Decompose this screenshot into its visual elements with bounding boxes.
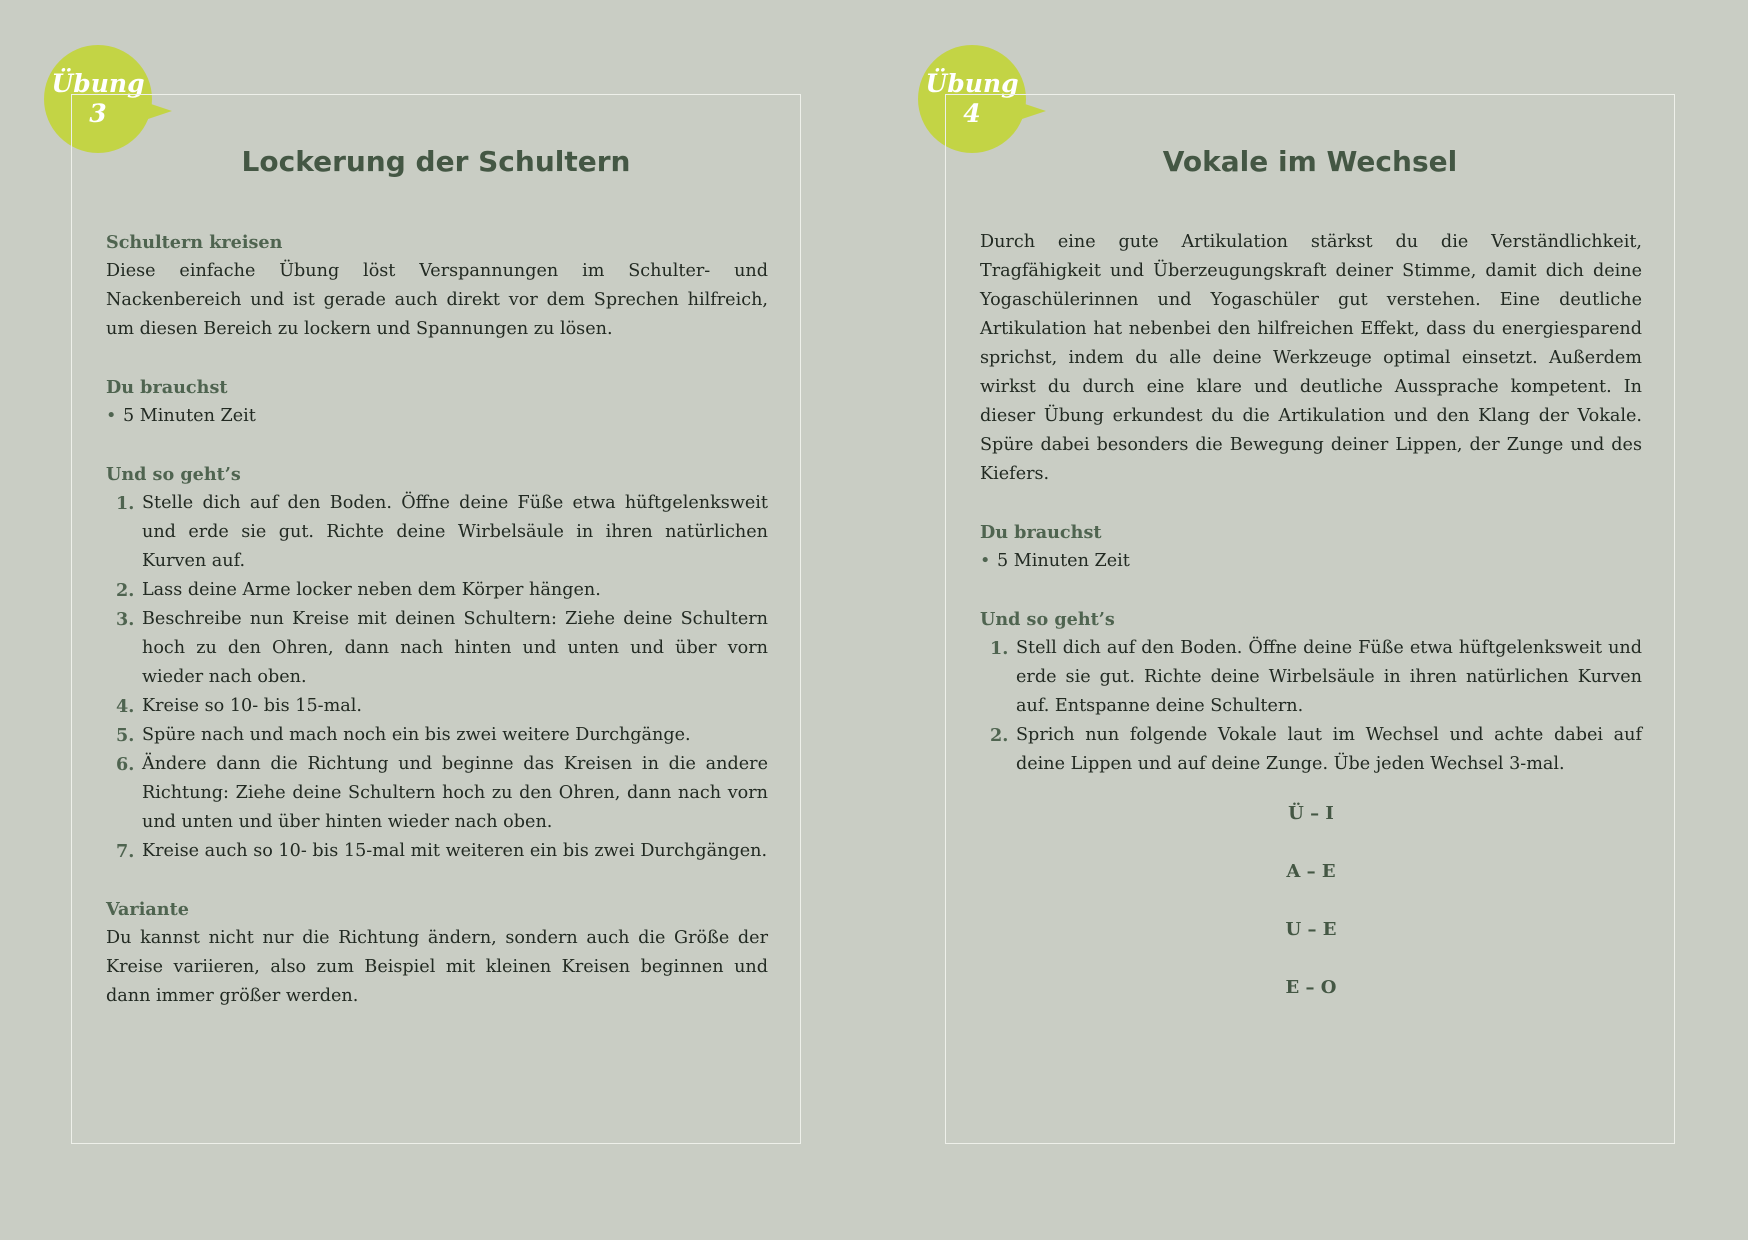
badge-number: 4	[963, 99, 981, 128]
step-number: 4.	[116, 696, 135, 717]
step-item	[106, 576, 768, 605]
vowel-pairs	[980, 799, 1642, 1031]
exercise-card-right	[945, 94, 1675, 1144]
step-number: 3.	[116, 609, 135, 630]
step-text: Lass deine Arme locker neben dem Körper hängen.	[142, 580, 601, 600]
vowel-pair: E – O	[1285, 977, 1337, 998]
section-heading: Schultern kreisen	[106, 232, 283, 253]
needs-list	[106, 402, 768, 431]
step-number: 7.	[116, 841, 135, 862]
step-number: 5.	[116, 725, 135, 746]
step-item	[106, 489, 768, 576]
step-number: 2.	[116, 580, 135, 601]
steps-list	[106, 489, 768, 866]
steps-list	[980, 634, 1642, 779]
needs-list	[980, 547, 1642, 576]
step-item	[106, 721, 768, 750]
step-text: Spüre nach und mach noch ein bis zwei weitere Durchgänge.	[142, 725, 691, 745]
step-number: 1.	[116, 493, 135, 514]
page-title: Lockerung der Schultern	[241, 145, 631, 178]
section-text: Diese einfache Übung löst Verspannungen im Schulter- und Nackenbereich und ist gerade auch direkt vor dem Sprechen hilfreich, um diesen Bereich zu lockern und Spannungen zu lösen.	[106, 261, 768, 339]
step-text: Stelle dich auf den Boden. Öffne deine Füße etwa hüftgelenksweit und erde sie gut. Richte deine Wirbelsäule in ihren natürlichen Kurven auf.	[142, 493, 768, 571]
needs-item: • 5 Minuten Zeit	[980, 547, 1642, 576]
step-item	[106, 605, 768, 692]
needs-heading: Du brauchst	[980, 522, 1102, 543]
step-item	[980, 721, 1642, 779]
exercise-card-left	[71, 94, 801, 1144]
badge-number: 3	[89, 99, 107, 128]
exercise-content	[980, 228, 1642, 1031]
needs-heading: Du brauchst	[106, 377, 228, 398]
vowel-pair: U – E	[1285, 919, 1337, 940]
exercise-content	[106, 228, 768, 1011]
page-title: Vokale im Wechsel	[1162, 145, 1458, 178]
step-text: Stell dich auf den Boden. Öffne deine Füße etwa hüftgelenksweit und erde sie gut. Richte deine Wirbelsäule in ihren natürlichen Kurven auf. Entspanne deine Schultern.	[1016, 638, 1642, 716]
step-number: 2.	[990, 725, 1009, 746]
step-text: Ändere dann die Richtung und beginne das Kreisen in die andere Richtung: Ziehe deine Schultern hoch zu den Ohren, dann nach vorn und unten und über hinten wieder nach oben.	[142, 754, 768, 832]
steps-heading: Und so geht’s	[980, 609, 1115, 630]
step-item	[106, 837, 768, 866]
step-text: Kreise so 10- bis 15-mal.	[142, 696, 362, 716]
vowel-pair: A – E	[1286, 861, 1336, 882]
step-number: 6.	[116, 754, 135, 775]
variant-text: Du kannst nicht nur die Richtung ändern, sondern auch die Größe der Kreise variieren, also zum Beispiel mit kleinen Kreisen beginnen und dann immer größer werden.	[106, 928, 768, 1006]
step-item	[106, 692, 768, 721]
vowel-pair: Ü – I	[1288, 803, 1334, 824]
variant-heading: Variante	[106, 899, 189, 920]
step-text: Kreise auch so 10- bis 15-mal mit weiteren ein bis zwei Durchgängen.	[142, 841, 768, 861]
needs-item: • 5 Minuten Zeit	[106, 402, 768, 431]
badge-word: Übung	[925, 69, 1019, 98]
step-item	[980, 634, 1642, 721]
step-number: 1.	[990, 638, 1009, 659]
step-item	[106, 750, 768, 837]
intro-text: Durch eine gute Artikulation stärkst du die Verständlichkeit, Tragfähigkeit und Überzeugungskraft deiner Stimme, damit dich deine Yogaschülerinnen und Yogaschüler gut verstehen. Eine deutliche Artikulation hat nebenbei den hilfreichen Effekt, dass du energiesparend sprichst, indem du alle deine Werkzeuge optimal einsetzt. Außerdem wirkst du durch eine klare und deutliche Aussprache kompetent. In dieser Übung erkundest du die Artikulation und den Klang der Vokale. Spüre dabei besonders die Bewegung deiner Lippen, der Zunge und des Kiefers.	[980, 232, 1642, 484]
step-text: Sprich nun folgende Vokale laut im Wechsel und achte dabei auf deine Lippen und auf deine Zunge. Übe jeden Wechsel 3-mal.	[1016, 725, 1642, 774]
steps-heading: Und so geht’s	[106, 464, 241, 485]
badge-word: Übung	[51, 69, 145, 98]
step-text: Beschreibe nun Kreise mit deinen Schultern: Ziehe deine Schultern hoch zu den Ohren, dann nach hinten und unten und über vorn wieder nach oben.	[142, 609, 768, 687]
